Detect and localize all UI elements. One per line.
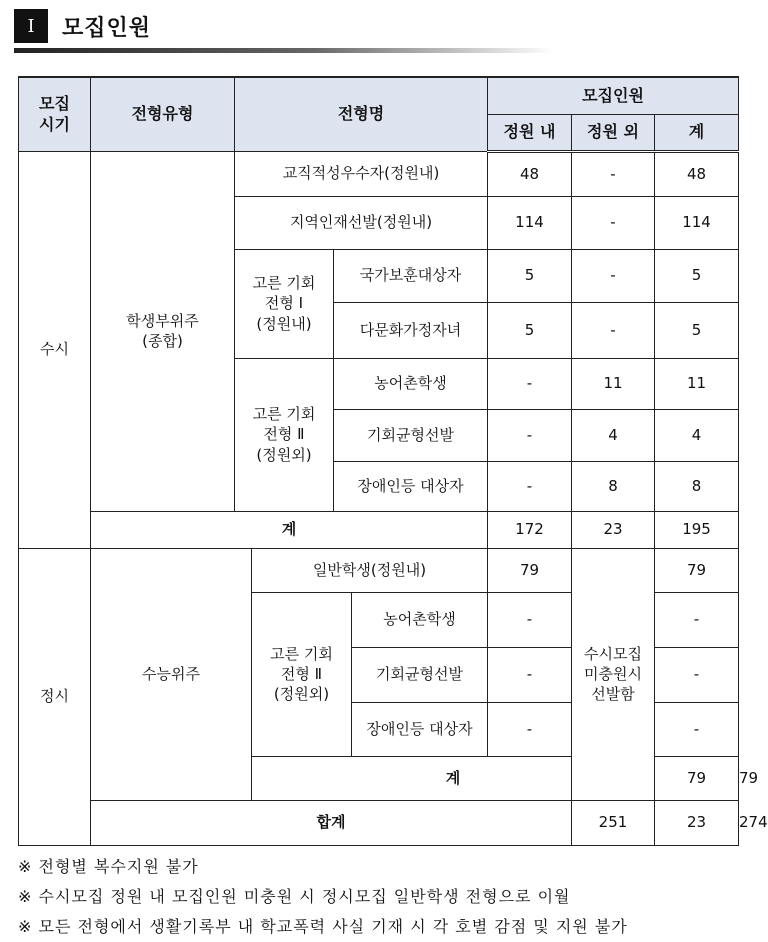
type-cell-jeongsi: 수능위주	[91, 548, 252, 800]
section-heading	[14, 6, 151, 46]
group-label-susi-1: 고른 기회 전형 Ⅰ (정원내)	[235, 249, 334, 358]
total-value: -	[655, 647, 739, 702]
in-quota-value: -	[488, 358, 572, 409]
in-quota-value: -	[488, 461, 572, 511]
in-quota-value: 172	[488, 511, 572, 548]
in-quota-value: 79	[488, 548, 572, 592]
total-value: -	[655, 702, 739, 756]
period-cell-jeongsi: 정시	[19, 548, 91, 845]
recruitment-table	[18, 76, 768, 846]
out-quota-value: 23	[655, 800, 739, 845]
in-quota-value: 5	[488, 302, 572, 358]
total-value: 195	[655, 511, 739, 548]
in-quota-value: 48	[488, 151, 572, 196]
header-out-quota: 정원 외	[572, 114, 655, 151]
in-quota-value: 5	[488, 249, 572, 302]
note-item: ※ 수시모집 정원 내 모집인원 미충원 시 정시모집 일반학생 전형으로 이월	[18, 887, 571, 906]
in-quota-value: -	[488, 647, 572, 702]
group-label-susi-2: 고른 기회 전형 Ⅱ (정원외)	[235, 358, 334, 511]
type-cell-susi: 학생부위주 (종합)	[91, 151, 235, 511]
subtotal-label: 계	[252, 756, 655, 800]
period-cell-susi: 수시	[19, 151, 91, 548]
total-value: 11	[655, 358, 739, 409]
header-type: 전형유형	[91, 77, 235, 151]
out-quota-note: 수시모집 미충원시 선발함	[572, 548, 655, 800]
admission-name: 국가보훈대상자	[334, 249, 488, 302]
out-quota-value: -	[572, 302, 655, 358]
admission-name: 기회균형선발	[334, 409, 488, 461]
out-quota-value: 4	[572, 409, 655, 461]
out-quota-value: 11	[572, 358, 655, 409]
admission-name: 농어촌학생	[334, 358, 488, 409]
header-in-quota: 정원 내	[488, 114, 572, 151]
admission-name: 농어촌학생	[352, 592, 488, 647]
admission-name: 지역인재선발(정원내)	[235, 196, 488, 249]
header-total: 계	[655, 114, 739, 151]
out-quota-value: -	[572, 151, 655, 196]
total-value: -	[655, 592, 739, 647]
section-number: I	[14, 9, 48, 43]
total-value: 5	[655, 302, 739, 358]
admission-name: 장애인등 대상자	[352, 702, 488, 756]
total-value: 8	[655, 461, 739, 511]
out-quota-value: 8	[572, 461, 655, 511]
grand-total-label: 합계	[91, 800, 572, 845]
header-period: 모집 시기	[19, 77, 91, 151]
in-quota-value: -	[488, 409, 572, 461]
out-quota-value: 23	[572, 511, 655, 548]
section-title: 모집인원	[62, 15, 152, 41]
note-item: ※ 모든 전형에서 생활기록부 내 학교폭력 사실 기재 시 각 호별 감점 및 지원 불가	[18, 917, 628, 936]
in-quota-value: 79	[655, 756, 739, 800]
header-name: 전형명	[235, 77, 488, 151]
admission-name: 기회균형선발	[352, 647, 488, 702]
out-quota-value: -	[572, 249, 655, 302]
table-row	[19, 151, 739, 196]
heading-underline	[14, 48, 554, 53]
admission-name: 교직적성우수자(정원내)	[235, 151, 488, 196]
header-quota-group: 모집인원	[488, 77, 739, 114]
admission-name: 일반학생(정원내)	[252, 548, 488, 592]
group-label-jeongsi: 고른 기회 전형 Ⅱ (정원외)	[252, 592, 352, 756]
total-value: 48	[655, 151, 739, 196]
in-quota-value: 251	[572, 800, 655, 845]
in-quota-value: -	[488, 702, 572, 756]
admission-name: 다문화가정자녀	[334, 302, 488, 358]
grand-total-row: 합계 251 23 274	[19, 800, 739, 845]
total-value: 4	[655, 409, 739, 461]
total-value: 79	[655, 548, 739, 592]
subtotal-row-jeongsi: 계 79 79	[19, 756, 739, 800]
subtotal-row-susi	[19, 511, 739, 548]
total-value: 5	[655, 249, 739, 302]
note-item: ※ 전형별 복수지원 불가	[18, 857, 199, 876]
table-row	[19, 548, 739, 592]
in-quota-value: 114	[488, 196, 572, 249]
out-quota-value: -	[572, 196, 655, 249]
total-value: 114	[655, 196, 739, 249]
admission-name: 장애인등 대상자	[334, 461, 488, 511]
notes	[18, 852, 738, 942]
in-quota-value: -	[488, 592, 572, 647]
subtotal-label: 계	[91, 511, 488, 548]
